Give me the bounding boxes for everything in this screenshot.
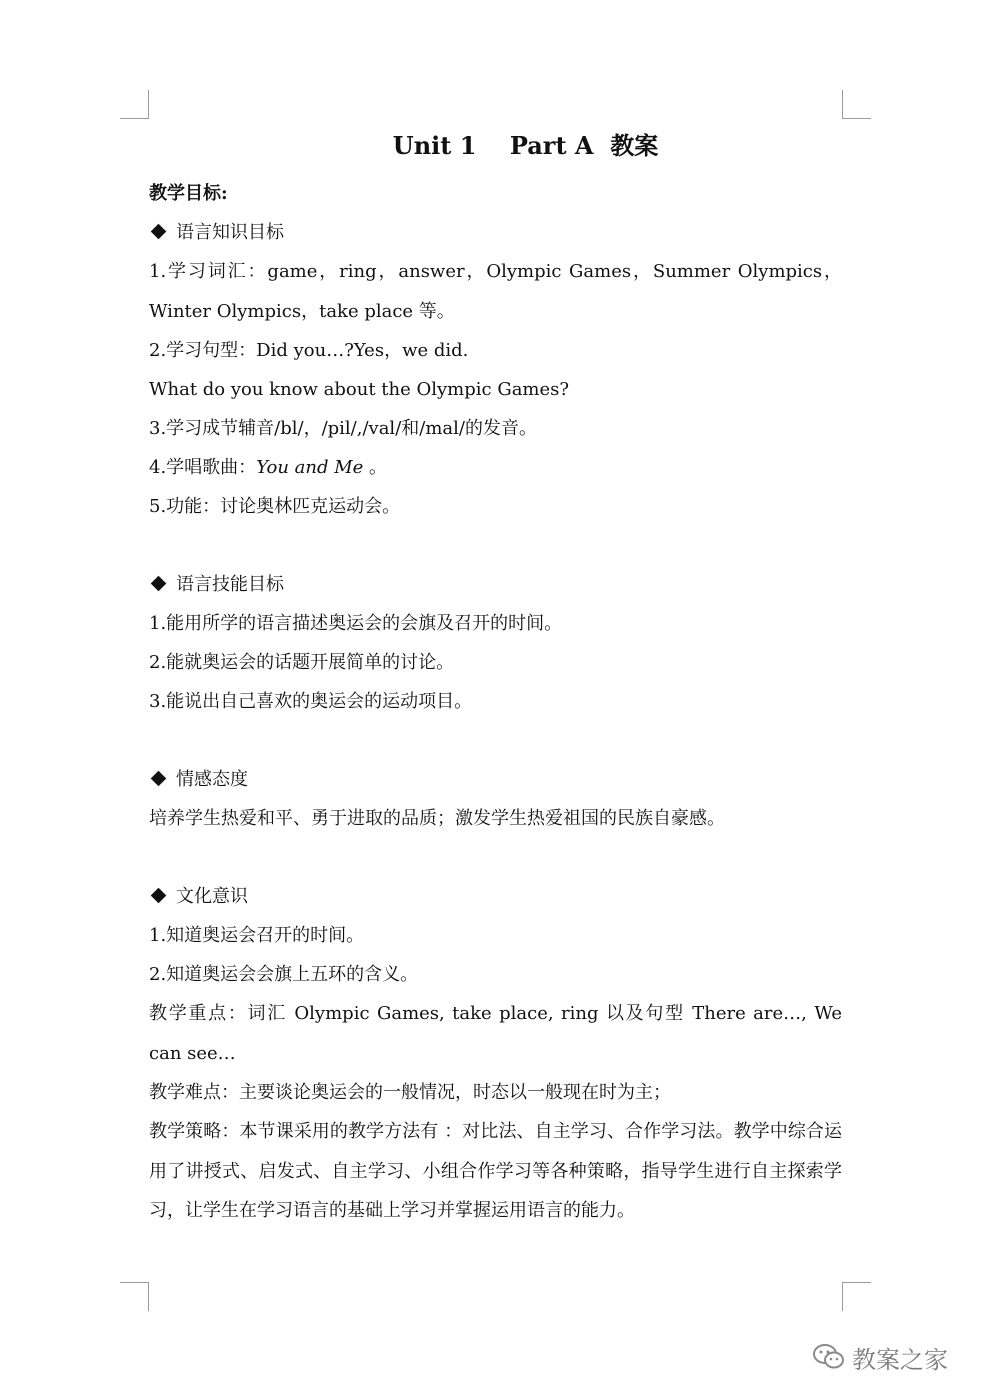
diamond-bullet-icon bbox=[151, 223, 167, 239]
knowledge-item-3: 3.学习成节辅音/bl/，/pil/,/val/和/mal/的发音。 bbox=[149, 418, 537, 439]
skills-item-1: 1.能用所学的语言描述奥运会的会旗及召开的时间。 bbox=[149, 613, 563, 634]
spacer bbox=[149, 526, 842, 565]
knowledge-item-4 bbox=[149, 448, 842, 487]
spacer bbox=[149, 838, 842, 877]
knowledge-item-2: 2.学习句型：Did you…?Yes，we did. bbox=[149, 340, 469, 361]
crop-mark-bottom-left bbox=[120, 1282, 149, 1311]
document-body bbox=[149, 128, 842, 1231]
section-heading-attitude bbox=[149, 760, 842, 799]
knowledge-item-1: 1.学习词汇：game，ring，answer，Olympic Games，Summer Olympics，Winter Olympics，take place 等。 bbox=[149, 261, 842, 322]
spacer bbox=[149, 721, 842, 760]
watermark-text: 教案之家 bbox=[852, 1345, 948, 1374]
key-points: 教学重点：词汇 Olympic Games, take place, ring 以及句型 There are…, We can see… bbox=[149, 1003, 842, 1064]
section-heading-culture bbox=[149, 877, 842, 916]
crop-mark-top-right bbox=[842, 90, 871, 119]
diamond-bullet-icon bbox=[151, 770, 167, 786]
diamond-bullet-icon bbox=[151, 575, 167, 591]
knowledge-item-2b: What do you know about the Olympic Games? bbox=[149, 379, 570, 400]
watermark bbox=[812, 1337, 948, 1377]
section-heading-knowledge bbox=[149, 213, 842, 252]
teaching-strategy: 教学策略：本节课采用的教学方法有 ：对比法、自主学习、合作学习法。教学中综合运用了讲授式、启发式、自主学习、小组合作学习等各种策略，指导学生进行自主探索学习，让学生在学习语言的基础上学习并掌握运用语言的能力。 bbox=[149, 1121, 842, 1221]
attitude-text: 培养学生热爱和平、勇于进取的品质；激发学生热爱祖国的民族自豪感。 bbox=[149, 808, 725, 829]
diamond-bullet-icon bbox=[151, 887, 167, 903]
crop-mark-top-left bbox=[120, 90, 149, 119]
crop-mark-bottom-right bbox=[842, 1282, 871, 1311]
skills-item-3: 3.能说出自己喜欢的奥运会的运动项目。 bbox=[149, 691, 473, 712]
wechat-icon bbox=[812, 1342, 846, 1372]
page-title: Unit 1 Part A 教案 bbox=[392, 131, 659, 160]
difficulties: 教学难点：主要谈论奥运会的一般情况，时态以一般现在时为主； bbox=[149, 1082, 671, 1103]
knowledge-item-4-prefix: 4.学唱歌曲： bbox=[149, 457, 257, 478]
section-heading-label: 文化意识 bbox=[176, 886, 248, 907]
section-heading-skills bbox=[149, 565, 842, 604]
knowledge-item-4-suffix: 。 bbox=[363, 457, 388, 478]
culture-item-2: 2.知道奥运会会旗上五环的含义。 bbox=[149, 964, 419, 985]
objectives-heading: 教学目标: bbox=[149, 183, 228, 204]
culture-item-1: 1.知道奥运会召开的时间。 bbox=[149, 925, 365, 946]
section-heading-label: 语言技能目标 bbox=[176, 574, 284, 595]
section-heading-label: 语言知识目标 bbox=[176, 222, 284, 243]
section-heading-label: 情感态度 bbox=[176, 769, 248, 790]
skills-item-2: 2.能就奥运会的话题开展简单的讨论。 bbox=[149, 652, 455, 673]
song-title: You and Me bbox=[256, 457, 364, 478]
knowledge-item-5: 5.功能：讨论奥林匹克运动会。 bbox=[149, 496, 401, 517]
